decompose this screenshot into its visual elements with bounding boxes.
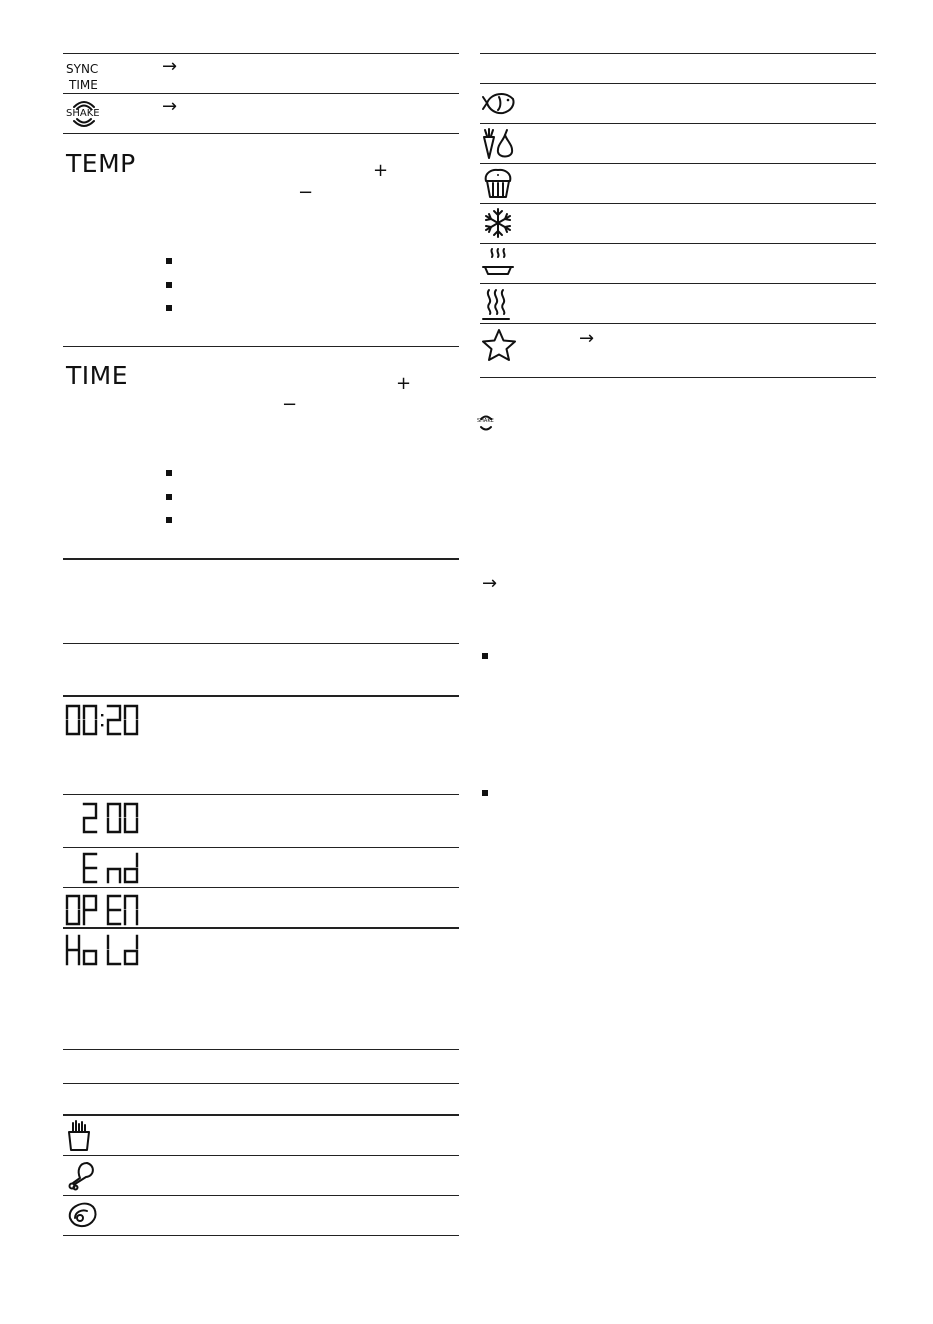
rule [480,323,876,324]
display-readout-00-20 [65,704,145,736]
rule [63,1114,459,1116]
arrow-icon: → [579,328,595,349]
rule [63,93,459,94]
bullet [166,282,172,288]
bullet [166,470,172,476]
rule [480,243,876,244]
rule [63,1049,459,1050]
heat-icon [481,287,521,321]
plus-icon: + [396,373,412,394]
rule [63,558,459,560]
rule [480,53,876,54]
display-readout-open [65,894,145,926]
frozen-icon [481,207,521,241]
rule [480,283,876,284]
rule [63,1083,459,1084]
rule [63,927,459,929]
bullet [166,258,172,264]
rule [480,203,876,204]
minus-icon: − [282,394,298,415]
plus-icon: + [373,160,389,181]
rule [63,887,459,888]
rule [480,377,876,378]
sync-time-label-line2: TIME [69,78,98,92]
rule [63,1235,459,1236]
rule [63,1155,459,1156]
bullet [166,305,172,311]
rule [63,695,459,697]
rule [63,133,459,134]
display-readout-end [65,852,145,884]
fries-icon [66,1120,96,1152]
display-readout-hold [65,934,145,966]
rule [63,847,459,848]
warm-dish-icon [481,247,521,281]
bullet [482,653,488,659]
fish-icon [481,87,521,121]
bullet [166,494,172,500]
shake-label: SHAKE [66,108,100,119]
temp-label: TEMP [66,149,136,178]
arrow-icon: → [162,56,178,77]
arrow-icon: → [482,573,498,594]
rule [63,794,459,795]
rule [63,643,459,644]
rule [63,1195,459,1196]
rule [63,346,459,347]
steak-icon [66,1200,100,1232]
sync-time-label-line1: SYNC [66,62,99,76]
rule [63,53,459,54]
favorite-star-icon [481,328,521,362]
muffin-icon [481,167,521,201]
bullet [482,790,488,796]
rule [480,123,876,124]
arrow-icon: → [162,96,178,117]
vegetables-icon [481,127,521,161]
rule [480,83,876,84]
time-label: TIME [66,361,129,390]
rule [480,163,876,164]
chicken-leg-icon [66,1160,96,1192]
shake-label-small: SHAKE [477,418,494,424]
bullet [166,517,172,523]
display-readout-200 [65,802,145,834]
minus-icon: − [298,182,314,203]
